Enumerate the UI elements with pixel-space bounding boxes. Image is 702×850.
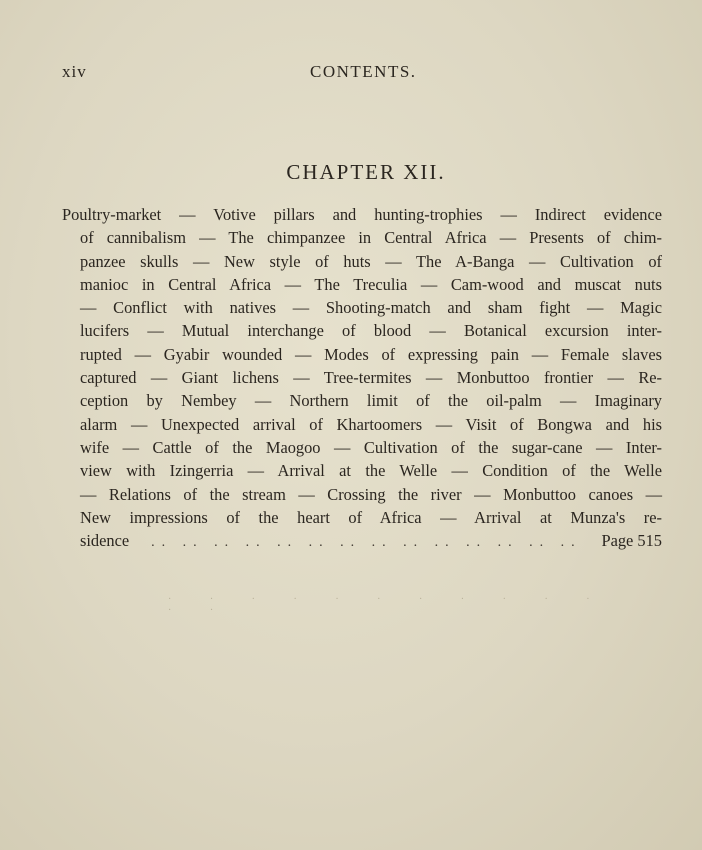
running-head	[62, 62, 662, 86]
synopsis-line: view with Izingerria — Arrival at the Welle — Condition of the Welle	[80, 461, 662, 481]
paper-speckles: · · · · · · · · · · · · ·	[168, 594, 608, 616]
synopsis-line: lucifers — Mutual interchange of blood — Botanical excursion inter-	[80, 321, 662, 341]
synopsis-line: New impressions of the heart of Africa — Arrival at Munza's re-	[80, 507, 662, 527]
synopsis-line: alarm — Unexpected arrival of Khartoomers — Visit of Bongwa and his	[80, 414, 662, 434]
dot-leader	[151, 531, 593, 554]
synopsis-line: Poultry-market — Votive pillars and hunting-trophies — Indirect evidence	[62, 205, 662, 224]
synopsis-line-end: sidence	[80, 531, 130, 551]
synopsis-line: — Conflict with natives — Shooting-match and sham fight — Magic	[80, 298, 662, 318]
running-title: CONTENTS.	[310, 62, 417, 81]
chapter-heading: CHAPTER XII.	[286, 160, 446, 184]
synopsis-last-line	[62, 529, 662, 552]
synopsis-line: manioc in Central Africa — The Treculia — Cam-wood and muscat nuts	[80, 274, 662, 294]
chapter-synopsis	[62, 203, 662, 552]
synopsis-line: wife — Cattle of the Maogoo — Cultivation of the sugar-cane — Inter-	[80, 437, 662, 457]
page-reference: Page 515	[601, 531, 662, 551]
synopsis-line: captured — Giant lichens — Tree-termites — Monbuttoo frontier — Re-	[80, 368, 662, 388]
page-number: xiv	[62, 62, 87, 81]
synopsis-line: of cannibalism — The chimpanzee in Central Africa — Presents of chim-	[80, 228, 662, 248]
synopsis-line: — Relations of the stream — Crossing the river — Monbuttoo canoes —	[80, 484, 662, 504]
synopsis-line: rupted — Gyabir wounded — Modes of expressing pain — Female slaves	[80, 344, 662, 364]
synopsis-line: panzee skulls — New style of huts — The A-Banga — Cultivation of	[80, 251, 662, 271]
synopsis-line: ception by Nembey — Northern limit of the oil-palm — Imaginary	[80, 391, 662, 411]
